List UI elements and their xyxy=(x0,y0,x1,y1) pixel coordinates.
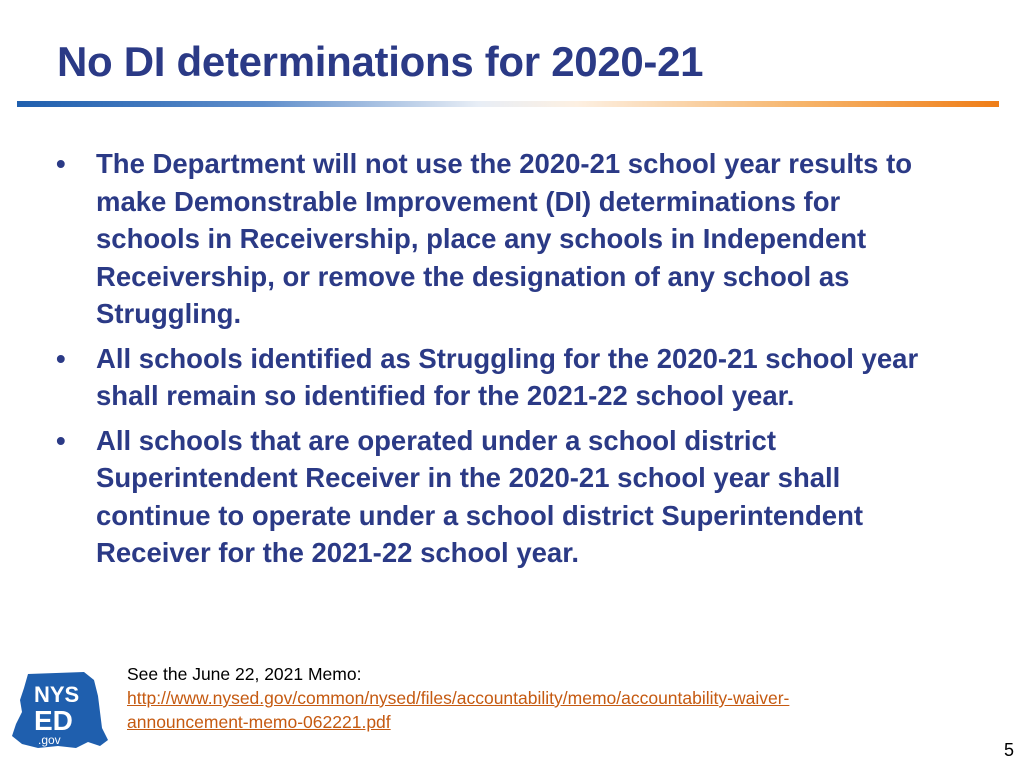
memo-intro: See the June 22, 2021 Memo: xyxy=(127,664,362,684)
bullet-marker: • xyxy=(56,424,66,456)
bullet-marker: • xyxy=(56,148,66,179)
memo-link-line-1: http://www.nysed.gov/common/nysed/files/accountability/memo/accountability-waiver- xyxy=(127,688,790,708)
bullet-marker: • xyxy=(56,342,66,374)
logo-text-ed: ED xyxy=(34,705,73,736)
bullet-list xyxy=(56,145,936,579)
nysed-logo xyxy=(8,670,110,752)
slide-title: No DI determinations for 2020-21 xyxy=(57,38,704,85)
bullet-text: All schools identified as Struggling for the 2020-21 school year shall remain so identified for the 2021-22 school year. xyxy=(96,342,919,411)
bullet-item xyxy=(56,340,936,415)
title-divider xyxy=(17,101,999,107)
logo-text-gov: .gov xyxy=(38,733,61,747)
bullet-item xyxy=(56,422,936,572)
bullet-text: The Department will not use the 2020-21 school year results to make Demonstrable Improvement (DI) determinations for schools in Receivership, place any schools in Independent Receivership, or remove the designation of any school as Struggling. xyxy=(96,148,913,329)
page-number: 5 xyxy=(1003,740,1014,760)
memo-reference xyxy=(127,662,789,734)
bullet-item xyxy=(56,145,936,333)
memo-link[interactable] xyxy=(127,686,789,734)
memo-link-line-2: announcement-memo-062221.pdf xyxy=(127,712,391,732)
bullet-text: All schools that are operated under a school district Superintendent Receiver in the 2020-21 school year shall continue to operate under a school district Superintendent Receiver for the 2021-22 school year. xyxy=(96,424,864,568)
logo-text-nys: NYS xyxy=(34,682,80,707)
